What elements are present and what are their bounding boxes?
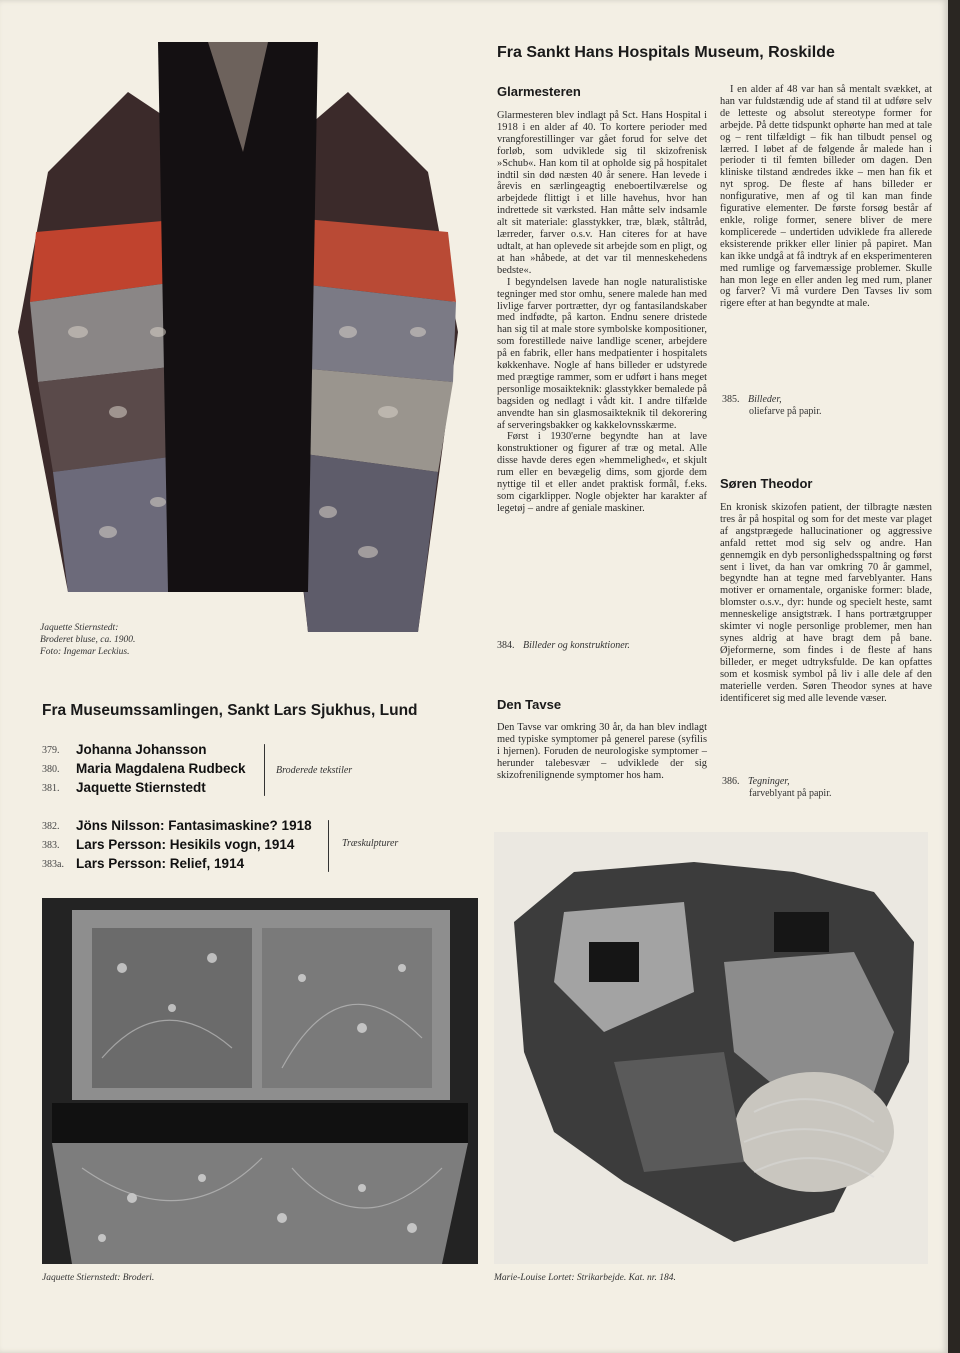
catalogue-note-385 [722, 394, 821, 418]
catalogue-note-386 [722, 776, 831, 800]
paragraph: Først i 1930'erne begyndte han at lave konstruktioner og figurer af træ og metal. Alle disse havde deres egen »hemmelighed«, et skjult rum eller en bevægelig dims, som gjorde dem nyttige til et eller andet praktisk formål, f.eks. som cigarklipper. Nogle objekter har karakter af legetøj – andre af geniale maskiner. [497, 431, 707, 514]
sculptures-label: Træskulpturer [342, 838, 399, 849]
catalogue-number: 386. [722, 776, 740, 787]
glarmesteren-text [497, 110, 707, 515]
catalogue-text: Tegninger, [748, 776, 790, 787]
blouse-illustration [8, 32, 468, 662]
catalogue-text: farveblyant på papir. [749, 788, 832, 799]
embroidery-photo [42, 898, 478, 1264]
work-title: Jöns Nilsson: Fantasimaskine? 1918 [76, 818, 312, 833]
den-tavse-text [497, 722, 707, 782]
lund-list-textiles [42, 742, 282, 799]
blouse-caption-line: Broderet bluse, ca. 1900. [40, 635, 136, 645]
list-item [42, 780, 282, 799]
page-title: Fra Sankt Hans Hospitals Museum, Roskilde [497, 44, 835, 61]
paragraph: I begyndelsen lavede han nogle naturalistiske tegninger med stor omhu, senere malede han med livlige farver portrætter, dyr og fantasilandskaber med indfødte, på karton. Endnu senere dristede han sig til at male store symbolske kompositioner, som forestillede naive landlige scener, arbejdere på en fabrik, eller hans medpatienter i hospitalets køkkenhave. Nogle af hans billeder er udstyrede med prægtige rammer, som er udført i hans meget personlige mosaikteknik: glasstykker bemalede på bagsiden og nedlagt i vådt kit. I andre tilfælde anvendte han sin glasmosaikteknik til dekorering af serveringsbakker og kakkelovnsskærme. [497, 276, 707, 431]
list-number: 379. [42, 745, 60, 756]
glarmesteren-heading: Glarmesteren [497, 84, 581, 99]
soren-theodor-heading: Søren Theodor [720, 476, 813, 491]
paragraph: En kronisk skizofen patient, der tilbragte næsten tres år på hospital og som for det meste var plaget af angstprægede hallucinationer og aggressive anfald rettet mod sig selv og andre. Han gennemgik en dyb personlighedsspaltning og først sent i livet, da han var omkring 70 år gammel, begyndte han at tegne med farveblyanter. Hans motiver er ornamentale, organiske former: blade, blomster o.s.v., dyr: hunde og specielt heste, samt menneskelige ansigtstræk. I hans portrætgrupper skimter vi nogle personlige problemer, men han synes aldrig at have bragt dem på bane. Øjeformerne, som findes i de fleste af hans billeder, er meget udtryksfulde. De kan opfattes som et kosmisk symbol på liv i alle dele af den materielle verden. Søren Theodor synes at have identificeret sig med alle levende væser. [720, 502, 932, 704]
blouse-photo [8, 32, 468, 662]
blouse-caption-line: Foto: Ingemar Leckius. [40, 647, 130, 657]
list-number: 383a. [42, 859, 64, 870]
list-item [42, 818, 342, 837]
list-number: 380. [42, 764, 60, 775]
work-title: Lars Persson: Hesikils vogn, 1914 [76, 837, 295, 852]
knitwork-photo [494, 832, 928, 1264]
knitwork-caption: Marie-Louise Lortet: Strikarbejde. Kat. nr. 184. [494, 1273, 676, 1283]
paragraph: Den Tavse var omkring 30 år, da han blev indlagt med typiske symptomer på generel parese (syfilis i hjernen). Foruden de neurologiske symptomer – herunder talebesvær – udviklede der sig skizofrenilignende symptomer hos ham. [497, 722, 707, 781]
list-item [42, 837, 342, 856]
list-item [42, 856, 342, 875]
textiles-label: Broderede tekstiler [276, 765, 353, 776]
catalogue-text: Billeder, [748, 394, 782, 405]
lund-section-title: Fra Museumssamlingen, Sankt Lars Sjukhus, Lund [42, 702, 418, 719]
sculptures-brace [328, 820, 329, 872]
catalogue-number: 385. [722, 394, 740, 405]
lund-list-sculptures [42, 818, 342, 875]
list-item [42, 742, 282, 761]
paragraph: I en alder af 48 var han så mentalt svækket, at han var fuldstændig ude af stand til at udføre selv de letteste og absolut stereotype former for arbejde. På dette tidspunkt ophørte han med at tale og – rent tilfældigt – fik han tilbudt pensel og lærred. I løbet af de følgende år malede han i perioder ti til femten billeder om dagen. Den kliniske tilstand ændredes ikke – men han fik et nyt sprog. De fleste af hans billeder er nonfigurative, men af og til kan man finde figurative elementer. De første forsøg består af enkle, rolige former, senere bliver de mere komplicerede – undertiden udviklede fra allerede eksisterende prikker eller linier på papiret. Man kan ikke undgå at få indtryk af en eksperimenteren med rumlige og farvemæssige problemer. Skulle han mon lege en eller anden leg med rum, planer og farver? Vi må vurdere Den Tavses liv som rigere efter at han begyndte at male. [720, 84, 932, 310]
list-item [42, 761, 282, 780]
catalogue-text: Billeder og konstruktioner. [523, 640, 630, 651]
knitwork-illustration [494, 832, 928, 1264]
embroidery-caption: Jaquette Stiernstedt: Broderi. [42, 1273, 155, 1283]
den-tavse-heading: Den Tavse [497, 697, 562, 712]
artist-name: Johanna Johansson [76, 742, 207, 757]
catalogue-number: 384. [497, 640, 515, 651]
blouse-caption [40, 622, 135, 658]
paragraph: Glarmesteren blev indlagt på Sct. Hans Hospital i 1918 i en alder af 40. To kortere perioder med vrangforestillinger var gået forud for selve det forløb, som udviklede sig til skizofrenisk »Schub«. Han kom til at opholde sig på hospitalet indtil sin død næsten 40 år senere. Han levede i årevis en særlingeagtig eneboertilværelse og arbejdede flittigt i et lille havehus, hvor han indrettede sit værksted. Han måtte selv indsamle alt sit materiale: glasstykker, træ, blæk, ståltråd, lærreder, farver o.s.v. Han citeres for at have udtalt, at han oplevede sit arbejde som en pligt, og at han »håbede, at det var til menneskehedens bedste«. [497, 110, 707, 276]
artist-name: Jaquette Stiernstedt [76, 780, 206, 795]
blouse-caption-line: Jaquette Stiernstedt: [40, 623, 119, 633]
work-title: Lars Persson: Relief, 1914 [76, 856, 245, 871]
list-number: 382. [42, 821, 60, 832]
list-number: 383. [42, 840, 60, 851]
catalogue-text: oliefarve på papir. [749, 406, 822, 417]
soren-theodor-text [720, 502, 932, 704]
embroidery-illustration [42, 898, 478, 1264]
list-number: 381. [42, 783, 60, 794]
right-column-text [720, 84, 932, 310]
catalogue-note-384 [497, 640, 630, 652]
textiles-brace [264, 744, 265, 796]
artist-name: Maria Magdalena Rudbeck [76, 761, 246, 776]
